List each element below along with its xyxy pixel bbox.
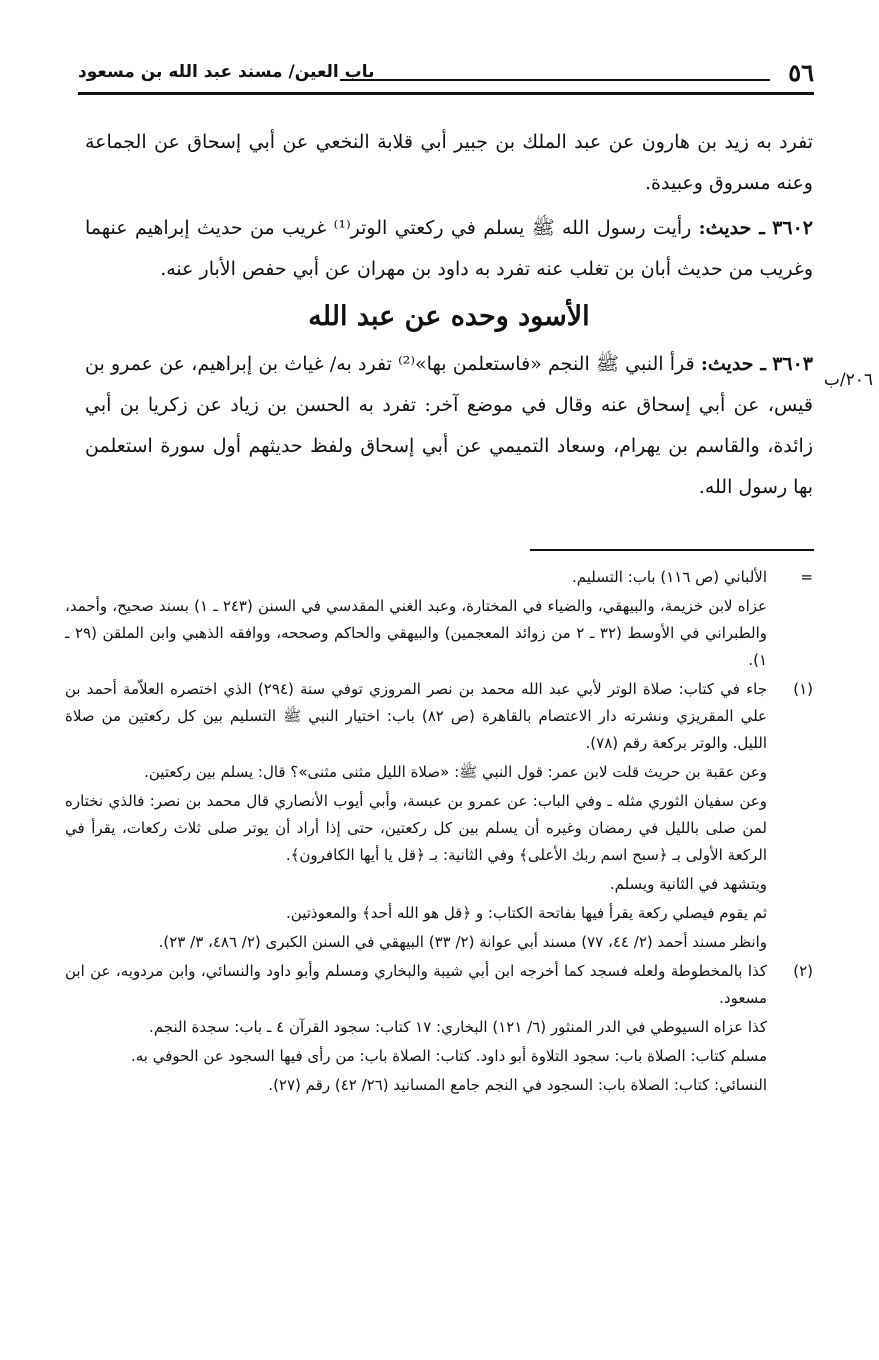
hadith-number: ٣٦٠٢ — [772, 217, 813, 239]
main-text — [85, 122, 813, 512]
hadith-label: ـ حديث: — [698, 217, 765, 239]
footnote-line: الألباني (ص ١١٦) باب: التسليم. — [572, 568, 767, 586]
footnote-line: جاء في كتاب: صلاة الوتر لأبي عبد الله محمد بن نصر المروزي توفي سنة (٢٩٤) الذي اختصره العلاّمة أحمد بن علي المقريزي ونشرته دار الاعتصام بالقاهرة (ص ٨٢) باب: اختيار النبي ﷺ التسليم بين كل ركعتين من صلاة الليل. والوتر بركعة رقم (٧٨). — [65, 680, 768, 752]
hadith-3602 — [85, 208, 813, 290]
footnote-marker: = — [800, 568, 813, 586]
running-title: باب العين/ مسند عبد الله بن مسعود — [78, 62, 375, 82]
header-dash — [340, 79, 770, 81]
footnote-line: عزاه لابن خزيمة، والبيهقي، والضياء في المختارة، وعبد الغني المقدسي في السنن (٢٤٣ ـ ١) بسند صحيح، وأحمد، والطبراني في الأوسط (٣٢ ـ ٢ من زوائد المعجمين) والبيهقي والحاكم وصححه، ووافقه الذهبي وابن الملقن (٢٩ ـ ١). — [65, 597, 767, 669]
footnote-line: كذا بالمخطوطة ولعله فسجد كما أخرجه ابن أبي شيبة والبخاري ومسلم وأبو داود والنسائي، وابن مردويه، عن ابن مسعود. — [65, 962, 767, 1007]
footnote-line: ويتشهد في الثانية ويسلم. — [609, 875, 767, 893]
header-rule — [78, 92, 814, 95]
footnote-separator — [530, 549, 814, 551]
hadith-label: ـ حديث: — [700, 353, 766, 375]
hadith-text: رأيت رسول الله ﷺ يسلم في ركعتي الوتر⁽¹⁾ غريب من حديث إبراهيم عنهما وغريب من حديث أبان بن تغلب عنه تفرد به داود بن مهران عن أبي حفص الأبار عنه. — [85, 217, 813, 280]
footnote-line: وعن سفيان الثوري مثله ـ وفي الباب: عن عمرو بن عبسة، وأبي أيوب الأنصاري قال محمد بن نصر: فالذي نختاره لمن صلى بالليل في رمضان وغيره أن يسلم بين كل ركعتين، حتى إذا أراد أن يوتر صلى ثلاث ركعات، يقرأ في الركعة الأولى بـ ﴿سبح اسم ربك الأعلى﴾ وفي الثانية: بـ ﴿قل يا أيها الكافرون﴾. — [65, 792, 767, 864]
page-number: ٥٦ — [788, 58, 814, 87]
footnote-line: وعن عقبة بن حريث قلت لابن عمر: قول النبي ﷺ: «صلاة الليل مثنى مثنى»؟ قال: يسلم بين ركعتين. — [144, 763, 767, 781]
hadith-text: قرأ النبي ﷺ النجم «فاستعلمن بها»⁽²⁾ تفرد به/ غياث بن إبراهيم، عن عمرو بن قيس، عن أبي إسحاق عنه وقال في موضع آخر: تفرد به الحسن بن زياد عن زكريا بن أبي زائدة، والقاسم بن يهرام، وسعاد التميمي عن أبي إسحاق ولفظ حديثهم أول سورة استعلمن بها رسول الله. — [85, 353, 813, 498]
footnotes — [65, 564, 813, 1101]
footnote-line: وانظر مسند أحمد (٢/ ٤٤، ٧٧) مسند أبي عوانة (٢/ ٣٣) البيهقي في السنن الكبرى (٢/ ٤٨٦، ٣/ ٢٣). — [158, 933, 767, 951]
paragraph: تفرد به زيد بن هارون عن عبد الملك بن جبير أبي قلابة النخعي عن أبي إسحاق عن الجماعة وعنه مسروق وعبيدة. — [85, 131, 813, 194]
footnote-1 — [65, 676, 813, 956]
footnote-line: النسائي: كتاب: الصلاة باب: السجود في النجم جامع المسانيد (٢٦/ ٤٢) رقم (٢٧). — [268, 1076, 767, 1094]
margin-note: ٢٠٦/ب — [823, 370, 873, 390]
footnote-marker: (١) — [793, 680, 813, 698]
section-heading: الأسود وحده عن عبد الله — [308, 301, 590, 332]
footnote-2 — [65, 958, 813, 1099]
footnote-marker: (٢) — [793, 962, 813, 980]
hadith-3603 — [85, 344, 813, 508]
footnote-line: ثم يقوم فيصلي ركعة يقرأ فيها بفاتحة الكتاب: و ﴿قل هو الله أحد﴾ والمعوذتين. — [286, 904, 767, 922]
footnote-line: كذا عزاه السيوطي في الدر المنثور (٦/ ١٢١) البخاري: ١٧ كتاب: سجود القرآن ٤ ـ باب: سجدة النجم. — [149, 1018, 767, 1036]
page-header — [78, 52, 814, 92]
footnote-continuation — [65, 564, 813, 674]
footnote-line: مسلم كتاب: الصلاة باب: سجود التلاوة أبو داود. كتاب: الصلاة باب: من رأى فيها السجود عن الحوفي به. — [130, 1047, 767, 1065]
hadith-number: ٣٦٠٣ — [772, 353, 814, 375]
